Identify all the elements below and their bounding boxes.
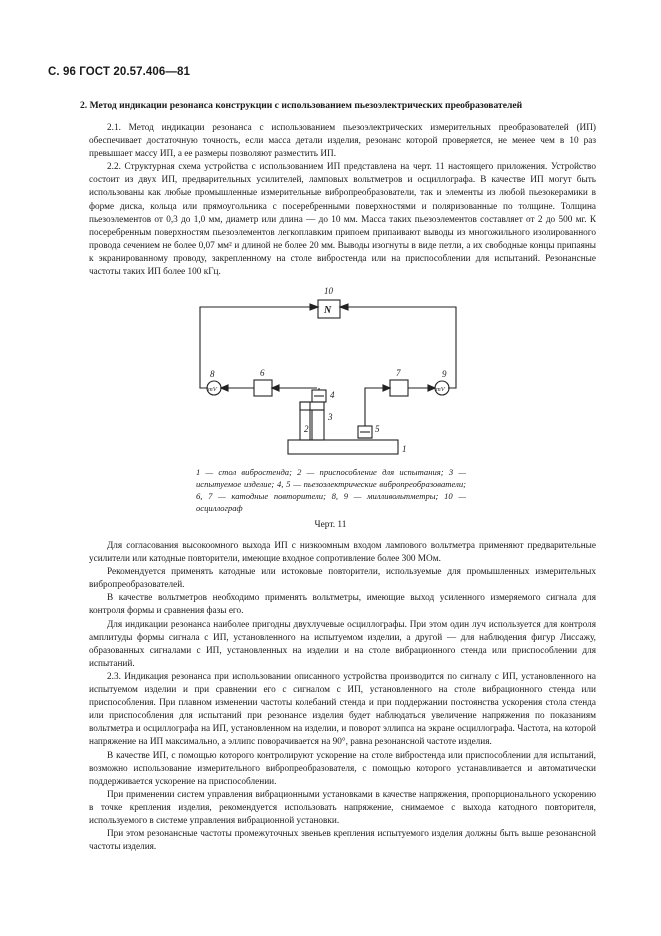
arrow-icon: [428, 385, 435, 391]
label-n: N: [324, 305, 332, 316]
label-6: 6: [260, 368, 265, 378]
figure-caption: 1 — стол вибростенда; 2 — приспособление для испытания; 3 — испытуемое изделие; 4, 5 — пьезоэлектрические вибропреобразователи; 6, 7 — катодные повторители; 8, 9 — милливольтметры; 10 — осциллограф: [196, 467, 466, 513]
label-10: 10: [324, 286, 333, 296]
cathode-follower-6: [254, 380, 272, 396]
label-2: 2: [304, 424, 309, 434]
page-header: С. 96 ГОСТ 20.57.406—81: [48, 66, 190, 78]
paragraph: 2.2. Структурная схема устройства с использованием ИП представлена на черт. 11 настоящего приложения. Устройство состоит из двух ИП, предварительных усилителей, ламповых вольтметров и осциллографа. В качестве ИП могут быть использованы как любые промышленные измерительные вибропреобразователи, так и элементы из любой пьезокерамики в форме диска, кольца или прямоугольника с посеребренными поверхностями и поляризованные по толщине. Толщина пьезоэлементов от 0,3 до 1,0 мм, диаметр или длина — до 10 мм. Масса таких пьезоэлементов составляет от 2 до 500 мг. К посеребренным поверхностям пьезоэлементов легкоплавким припоем припаивают выводы из многожильного изолированного провода сечением не более 0,07 мм² и длиной не более 20 мм. Выводы изогнуты в виде петли, а их свободные концы припаяны к экранированному проводу, закрепленному на столе вибростенда или на приспособлении для испытаний. Резонансные частоты таких ИП более 100 кГц.: [89, 162, 596, 278]
paragraph: В качестве вольтметров необходимо применять вольтметры, имеющие выход усиленного измеряемого сигнала для контроля формы и сравнения фазы его.: [89, 593, 596, 617]
arrow-icon: [310, 304, 318, 310]
arrow-icon: [340, 304, 348, 310]
tested-item: [312, 410, 324, 440]
paragraph: 2.3. Индикация резонанса при использовании описанного устройства производится по сигналу с ИП, установленного на испытуемом изделии и при сравнении его с сигналом с ИП, установленного на столе вибрационного стенда или приспособления. При плавном изменении частоты колебаний стенда и при поддержании постоянства ускорения стола стенда или приспособления для испытаний при резонансе изделия будет наблюдаться увеличение напряжения по показаниям вольтметра и осциллографа на ИП, установленном на изделии, и поворот эллипса на экране осциллографа. Частота, на которой напряжение на ИП максимально, а эллипс поворачивается на 90°, равна резонансной частоте изделия.: [89, 671, 596, 748]
paragraph: Рекомендуется применять катодные или истоковые повторители, используемые для промышленных измерительных вибропреобразователей.: [89, 567, 596, 591]
test-fixture-arm: [300, 402, 324, 410]
paragraph: При применении систем управления вибрационными установками в качестве напряжения, пропорционального ускорению в точке крепления изделия, рекомендуется использовать напряжение, снимаемое с выхода катодного повторителя, используемого в системе управления вибрационной установки.: [89, 789, 596, 826]
paragraph: В качестве ИП, с помощью которого контролируют ускорение на столе вибростенда или приспособлении для испытаний, возможно использование измерительного вибропреобразователя, с помощью которого устанавливается и автоматически поддерживается ускорение на приспособлении.: [89, 750, 596, 787]
paragraph: При этом резонансные частоты промежуточных звеньев крепления испытуемого изделия должны быть выше резонансной частоты изделия.: [89, 829, 596, 853]
label-mv-9: mV: [436, 386, 445, 393]
structural-diagram: [190, 280, 470, 470]
paragraph: Для индикации резонанса наиболее пригодны двухлучевые осциллографы. При этом один луч используется для контроля амплитуды формы сигнала с ИП, установленного на испытуемом изделии, а другой — для наблюдения фигур Лиссажу, образованных сигналами с ИП, установленных на изделии и на столе вибрационного стенда или приспособлении для испытаний.: [89, 619, 596, 669]
label-mv-8: mV: [208, 386, 217, 393]
arrow-icon: [383, 385, 390, 391]
label-9: 9: [442, 369, 447, 379]
section-title: 2. Метод индикации резонанса конструкции с использованием пьезоэлектрических преобразователей: [80, 100, 523, 111]
label-4: 4: [330, 390, 335, 400]
test-fixture: [300, 402, 310, 440]
wire: [365, 388, 390, 426]
arrow-icon: [272, 385, 279, 391]
wire-left-loop: [200, 307, 318, 388]
label-5: 5: [375, 424, 380, 434]
label-3: 3: [328, 412, 333, 422]
text-block-top: [89, 122, 596, 279]
cathode-follower-7: [390, 380, 408, 396]
label-8: 8: [210, 369, 215, 379]
label-7: 7: [396, 368, 401, 378]
paragraph: 2.1. Метод индикации резонанса с использованием пьезоэлектрических измерительных преобразователей (ИП) обеспечивает достаточную точность, если масса детали изделия, резонанс которой проверяется, не менее чем в 10 раз превышает массу ИП, а ее размеры позволяют разместить ИП.: [89, 123, 596, 160]
vibration-table: [288, 440, 398, 454]
arrow-icon: [221, 385, 228, 391]
figure-label: Черт. 11: [314, 520, 347, 530]
label-1: 1: [402, 444, 407, 454]
text-block-bottom: [89, 540, 596, 854]
paragraph: Для согласования высокоомного выхода ИП с низкоомным входом лампового вольтметра применяют предварительные усилители или катодные повторители, имеющие входное сопротивление более 300 МОм.: [89, 541, 596, 565]
